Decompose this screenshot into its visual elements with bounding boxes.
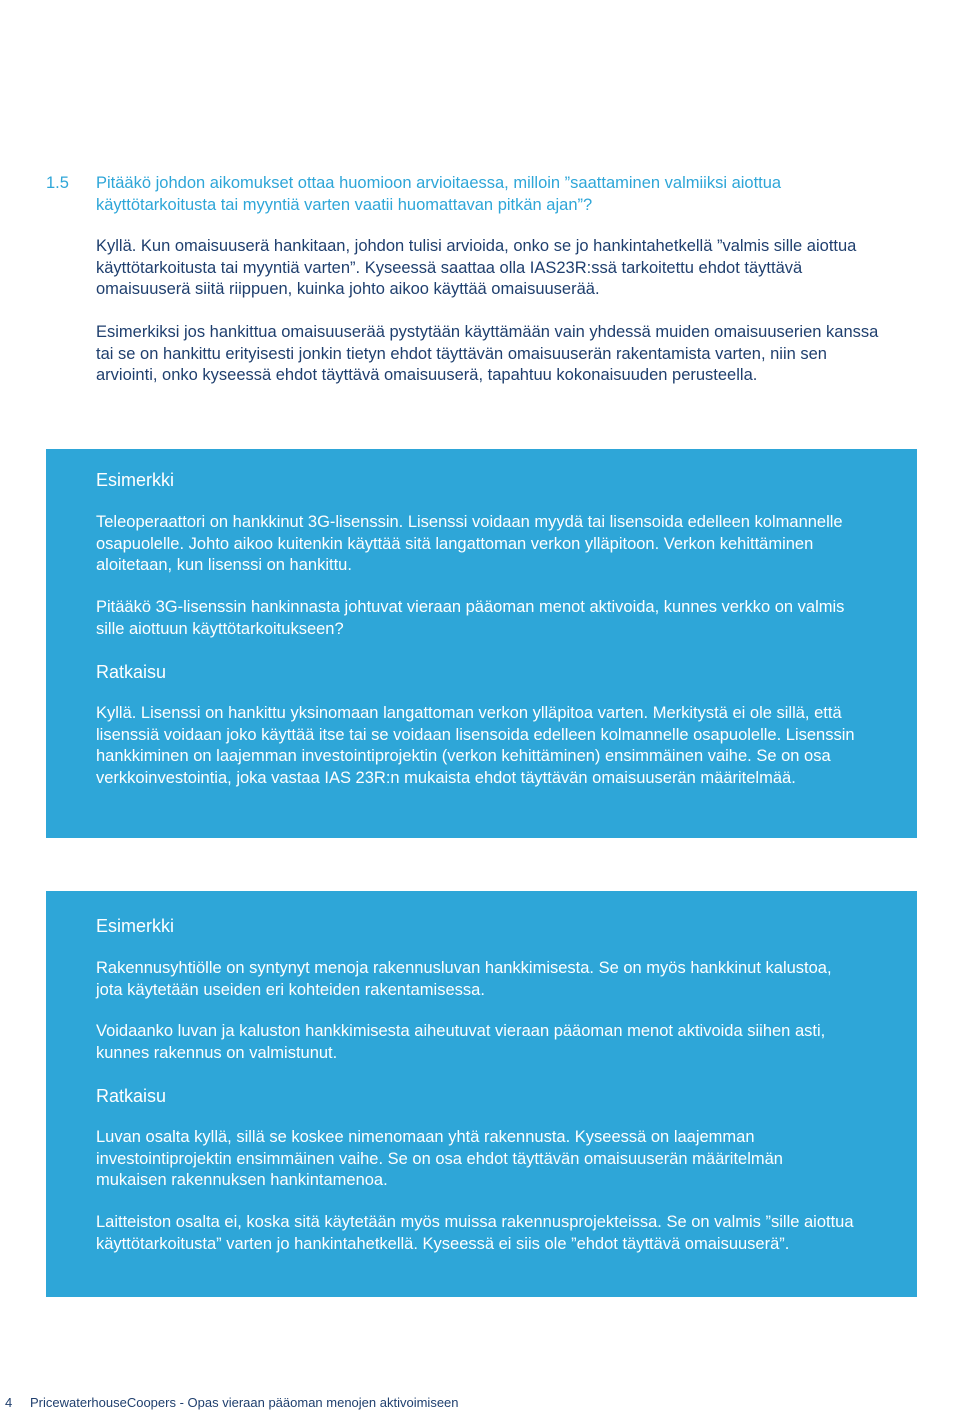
- example-box-1: [46, 449, 917, 838]
- example-heading: Esimerkki: [96, 916, 175, 936]
- solution-heading: Ratkaisu: [96, 1086, 167, 1106]
- solution-heading: Ratkaisu: [96, 662, 167, 682]
- example-question: Pitääkö 3G-lisenssin hankinnasta johtuvat vieraan pääoman menot aktivoida, kunnes verkko on valmis sille aiottuun käyttötarkoitukseen?: [96, 598, 845, 638]
- solution-text-permit: Luvan osalta kyllä, sillä se koskee nimenomaan yhtä rakennusta. Kyseessä on laajemman investointiprojektin ensimmäinen vaihe. Se on osa ehdot täyttävän omaisuuserän määritelmän mukaisen rakennuksen hankintamenoa.: [96, 1128, 783, 1189]
- example-question: Voidaanko luvan ja kaluston hankkimisesta aiheutuvat vieraan pääoman menot aktivoida siihen asti, kunnes rakennus on valmistunut.: [96, 1022, 826, 1062]
- page-number: 4: [5, 1395, 13, 1410]
- example-case: Teleoperaattori on hankkinut 3G-lisenssin. Lisenssi voidaan myydä tai lisensoida edelleen kolmannelle osapuolelle. Johto aikoo kuitenkin käyttää sitä langattoman verkon ylläpitoon. Verkon kehittäminen aloitetaan, kun lisenssi on hankittu.: [96, 513, 843, 574]
- solution-text-equipment: Laitteiston osalta ei, koska sitä käytetään myös muissa rakennusprojekteissa. Se on valmis ”sille aiottua käyttötarkoitusta” varten jo hankintahetkellä. Kyseessä ei siis ole ”ehdot täyttävä omaisuuserä”.: [96, 1213, 854, 1253]
- example-paragraph: Esimerkiksi jos hankittua omaisuuserää pystytään käyttämään vain yhdessä muiden omaisuuserien kanssa tai se on hankittu erityisesti jonkin tietyn ehdot täyttävän omaisuuserän rakentamista varten, niin sen arviointi, onko kyseessä ehdot täyttävä omaisuuserä, tapahtuu kokonaisuuden perusteella.: [96, 323, 879, 384]
- example-box-2: [46, 891, 917, 1297]
- footer-title: PricewaterhouseCoopers - Opas vieraan pääoman menojen aktivoimiseen: [30, 1395, 459, 1410]
- solution-text: Kyllä. Lisenssi on hankittu yksinomaan langattoman verkon ylläpitoa varten. Merkitystä ei ole sillä, että lisenssiä voidaan joko käyttää itse tai se voidaan lisensoida edelleen kolmannelle osapuolelle. Lisenssin hankkiminen on laajemman investointiprojektin (verkon kehittäminen) ensimmäinen vaihe. Se on osa verkkoinvestointia, joka vastaa IAS 23R:n mukaista ehdot täyttävän omaisuuserän määritelmää.: [96, 704, 855, 787]
- section-question: Pitääkö johdon aikomukset ottaa huomioon arvioitaessa, milloin ”saattaminen valmiiksi aiottua käyttötarkoitusta tai myyntiä varten vaatii huomattavan pitkän ajan”?: [96, 174, 782, 214]
- example-heading: Esimerkki: [96, 470, 175, 490]
- example-case: Rakennusyhtiölle on syntynyt menoja rakennusluvan hankkimisesta. Se on myös hankkinut kalustoa, jota käytetään useiden eri kohteiden rakentamisessa.: [96, 959, 832, 999]
- section-number: 1.5: [46, 174, 69, 192]
- answer-paragraph: Kyllä. Kun omaisuuserä hankitaan, johdon tulisi arvioida, onko se jo hankintahetkellä ”valmis sille aiottua käyttötarkoitusta tai myyntiä varten”. Kyseessä saattaa olla IAS23R:ssä tarkoitettu ehdot täyttävä omaisuuserä siitä riippuen, kuinka johto aikoo käyttää omaisuuserää.: [96, 237, 857, 298]
